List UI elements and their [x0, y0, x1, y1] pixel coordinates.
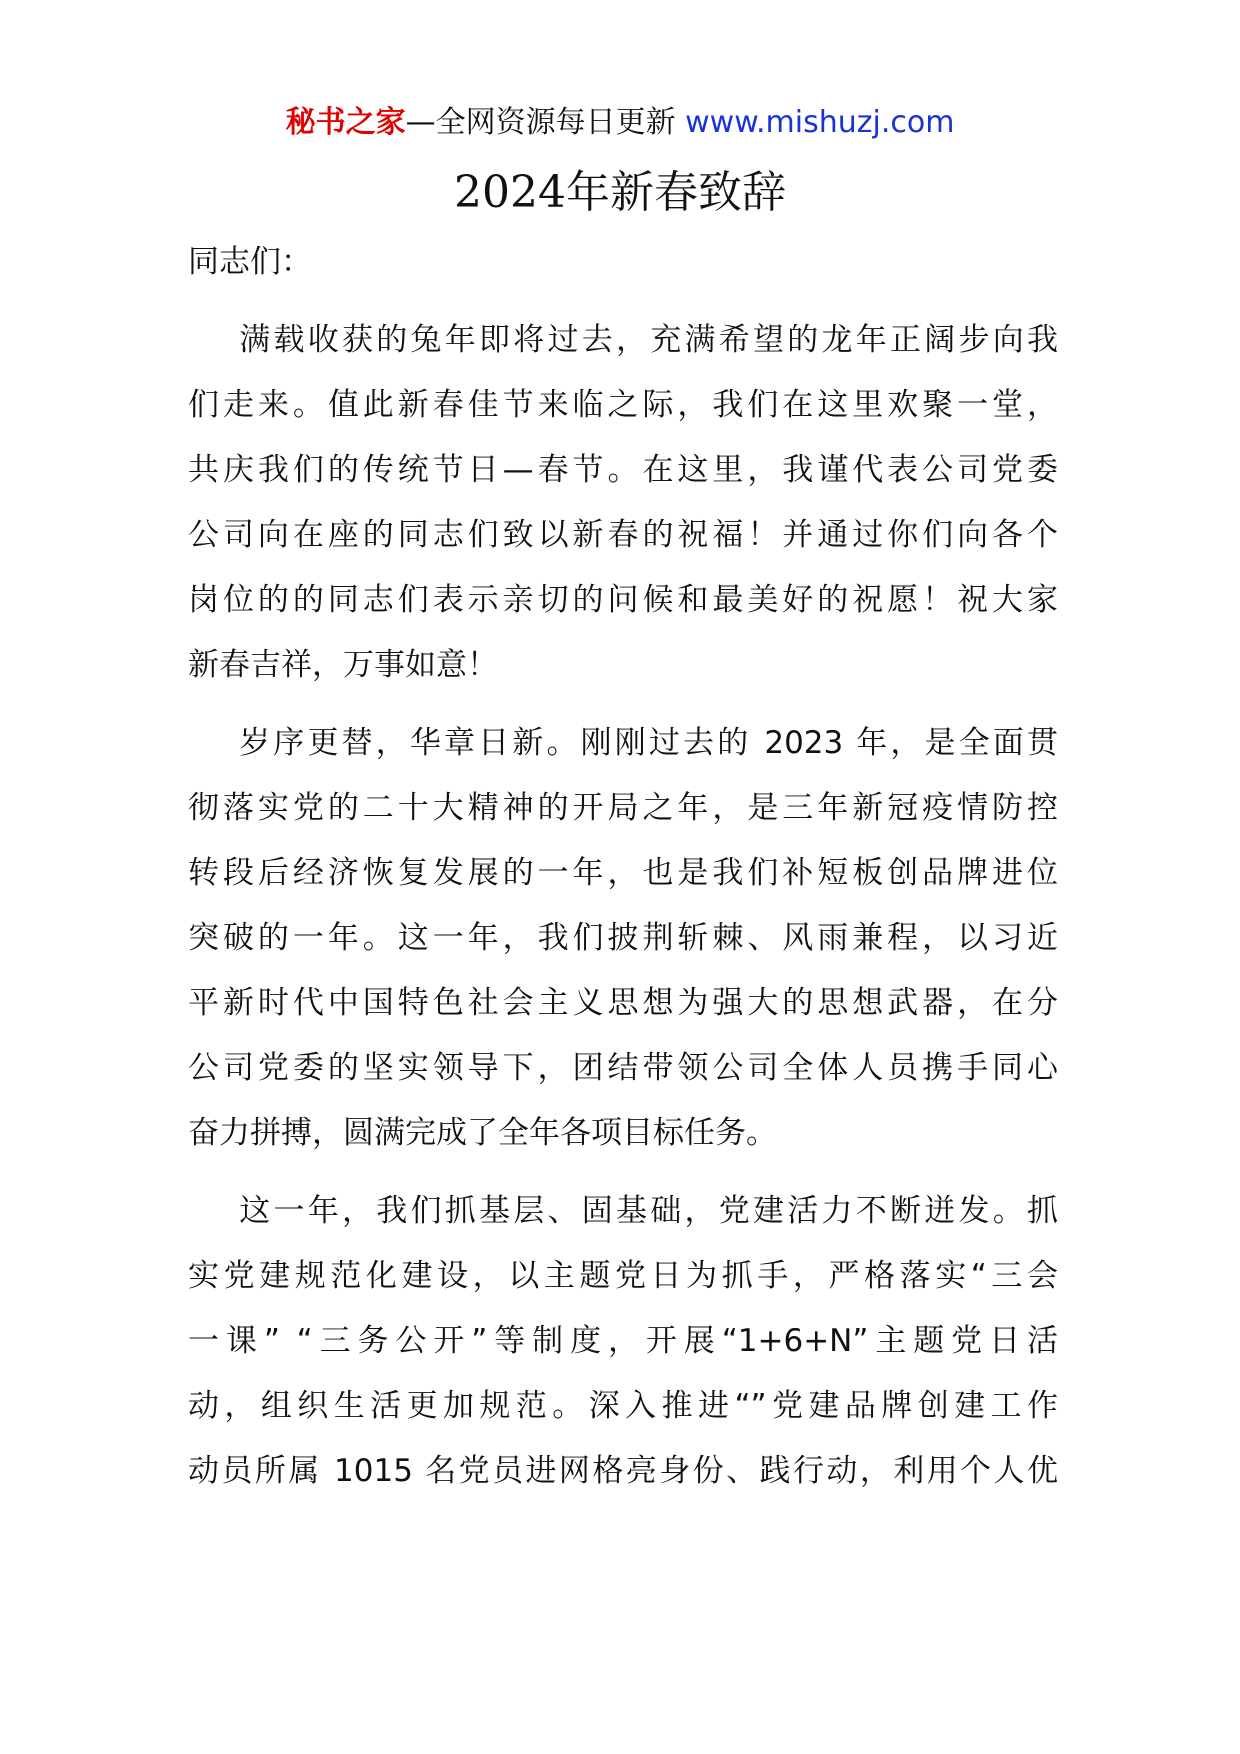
paragraph-line: 新春吉祥，万事如意！ — [188, 647, 498, 683]
paragraph-line: 奋力拼搏，圆满完成了全年各项目标任务。 — [188, 1115, 777, 1151]
title-year: 2024 — [454, 167, 566, 218]
paragraph-line: 共庆我们的传统节日—春节。在这里，我谨代表公司党委 — [188, 452, 1058, 488]
paragraph-line: 公司向在座的同志们致以新春的祝福！并通过你们向各个 — [188, 517, 1058, 553]
paragraph-line: 这一年，我们抓基层、固基础，党建活力不断迸发。抓 — [236, 1193, 1058, 1229]
paragraph-2 — [188, 711, 1058, 1166]
brand-name: 秘书之家 — [285, 105, 406, 140]
site-url-link[interactable]: www.mishuzj.com — [685, 105, 955, 140]
paragraph-line: 一课” “三务公开”等制度，开展“1+6+N”主题党日活 — [188, 1323, 1058, 1359]
paragraph-1 — [188, 308, 1058, 698]
paragraph-line: 岁序更替，华章日新。刚刚过去的 2023 年，是全面贯 — [236, 725, 1058, 761]
paragraph-line: 公司党委的坚实领导下，团结带领公司全体人员携手同心 — [188, 1050, 1058, 1086]
salutation: 同志们： — [188, 244, 312, 280]
paragraph-line: 实党建规范化建设，以主题党日为抓手，严格落实“三会 — [188, 1258, 1058, 1294]
paragraph-line: 动，组织生活更加规范。深入推进“”党建品牌创建工作 — [188, 1388, 1058, 1424]
paragraph-line: 平新时代中国特色社会主义思想为强大的思想武器，在分 — [188, 985, 1058, 1021]
title-text: 年新春致辞 — [565, 167, 786, 218]
paragraph-line: 们走来。值此新春佳节来临之际，我们在这里欢聚一堂， — [188, 387, 1058, 423]
document-title — [0, 160, 1240, 226]
paragraph-line: 转段后经济恢复发展的一年，也是我们补短板创品牌进位 — [188, 855, 1058, 891]
site-header — [0, 100, 1240, 146]
paragraph-line: 突破的一年。这一年，我们披荆斩棘、风雨兼程，以习近 — [188, 920, 1058, 956]
document-body — [188, 230, 1058, 1517]
paragraph-line: 动员所属 1015 名党员进网格亮身份、践行动，利用个人优 — [188, 1453, 1058, 1489]
paragraph-line: 彻落实党的二十大精神的开局之年，是三年新冠疫情防控 — [188, 790, 1058, 826]
paragraph-line: 满载收获的兔年即将过去，充满希望的龙年正阔步向我 — [236, 322, 1058, 358]
header-tagline: —全网资源每日更新 — [405, 105, 676, 140]
paragraph-3 — [188, 1179, 1058, 1504]
paragraph-line: 岗位的的同志们表示亲切的问候和最美好的祝愿！祝大家 — [188, 582, 1058, 618]
